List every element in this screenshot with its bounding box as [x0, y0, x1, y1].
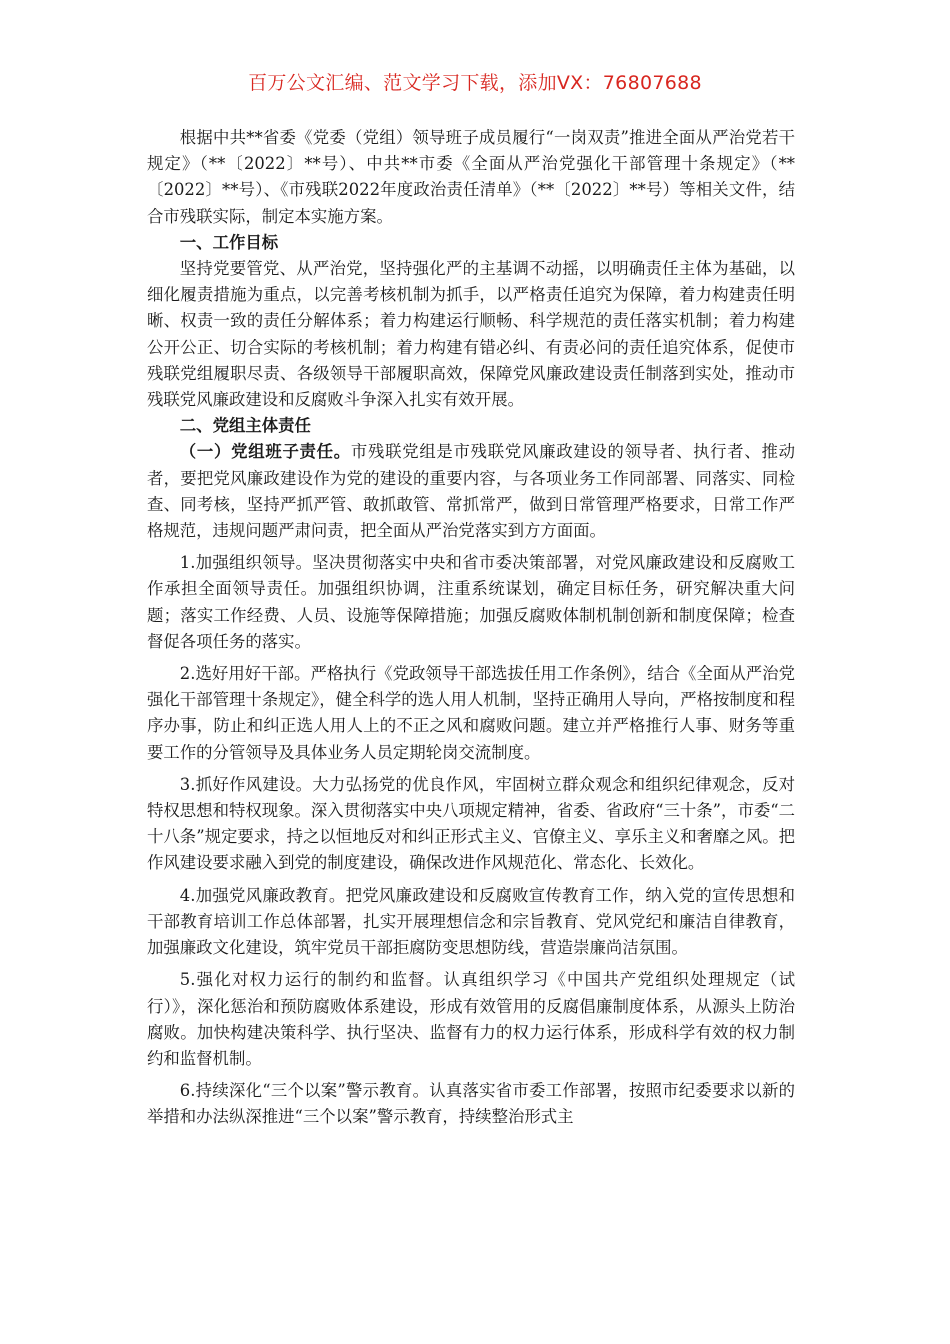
- document-body: [147, 125, 795, 1131]
- list-item-1: 1.加强组织领导。坚决贯彻落实中央和省市委决策部署，对党风廉政建设和反腐败工作承担全面领导责任。加强组织协调，注重系统谋划，确定目标任务，研究解决重大问题；落实工作经费、人员、设施等保障措施；加强反腐败体制机制创新和制度保障；检查督促各项任务的落实。: [147, 553, 795, 651]
- section-heading-responsibility: 二、党组主体责任: [179, 416, 311, 436]
- team-responsibility-lead: （一）党组班子责任。: [179, 442, 351, 462]
- section-heading-goals: 一、工作目标: [179, 232, 279, 252]
- list-item-6: 6.持续深化“三个以案”警示教育。认真落实省市委工作部署，按照市纪委要求以新的举措和办法纵深推进“三个以案”警示教育，持续整治形式主: [147, 1081, 795, 1127]
- team-responsibility-paragraph: [147, 439, 795, 544]
- list-item-4: 4.加强党风廉政教育。把党风廉政建设和反腐败宣传教育工作，纳入党的宣传思想和干部教育培训工作总体部署，扎实开展理想信念和宗旨教育、党风党纪和廉洁自律教育，加强廉政文化建设，筑牢党员干部拒腐防变思想防线，营造崇廉尚洁氛围。: [147, 885, 795, 958]
- list-item-3: 3.抓好作风建设。大力弘扬党的优良作风，牢固树立群众观念和组织纪律观念，反对特权思想和特权现象。深入贯彻落实中央八项规定精神，省委、省政府“三十条”，市委“二十八条”规定要求，持之以恒地反对和纠正形式主义、官僚主义、享乐主义和奢靡之风。把作风建设要求融入到党的制度建设，确保改进作风规范化、常态化、长效化。: [147, 774, 795, 873]
- intro-paragraph: 根据中共**省委《党委（党组）领导班子成员履行“一岗双责”推进全面从严治党若干规定》（**〔2022〕**号）、中共**市委《全面从严治党强化干部管理十条规定》（**〔2022〕**号）、《市残联2022年度政治责任清单》（**〔2022〕**号）等相关文件，结合市残联实际，制定本实施方案。: [147, 128, 795, 226]
- list-item-5: 5.强化对权力运行的制约和监督。认真组织学习《中国共产党组织处理规定（试行）》，深化惩治和预防腐败体系建设，形成有效管用的反腐倡廉制度体系，从源头上防治腐败。加快构建决策科学、执行坚决、监督有力的权力运行体系，形成科学有效的权力制约和监督机制。: [147, 970, 795, 1068]
- list-item-2: 2.选好用好干部。严格执行《党政领导干部选拔任用工作条例》，结合《全面从严治党强化干部管理十条规定》，健全科学的选人用人机制，坚持正确用人导向，严格按制度和程序办事，防止和纠正选人用人上的不正之风和腐败问题。建立并严格推行人事、财务等重要工作的分管领导及具体业务人员定期轮岗交流制度。: [147, 664, 795, 762]
- goals-paragraph: 坚持党要管党、从严治党，坚持强化严的主基调不动摇，以明确责任主体为基础，以细化履责措施为重点，以完善考核机制为抓手，以严格责任追究为保障，着力构建责任明晰、权责一致的责任分解体系；着力构建运行顺畅、科学规范的责任落实机制；着力构建公开公正、切合实际的考核机制；着力构建有错必纠、有责必问的责任追究体系，促使市残联党组履职尽责、各级领导干部履职高效，保障党风廉政建设责任制落到实处，推动市残联党风廉政建设和反腐败斗争深入扎实有效开展。: [147, 259, 795, 410]
- team-responsibility-text: 市残联党组是市残联党风廉政建设的领导者、执行者、推动者，要把党风廉政建设作为党的建设的重要内容，与各项业务工作同部署、同落实、同检查、同考核，坚持严抓严管、敢抓敢管、常抓常严，做到日常管理严格要求，日常工作严格规范，违规问题严肃问责，把全面从严治党落实到方方面面。: [147, 442, 796, 541]
- watermark-header: 百万公文汇编、范文学习下载，添加VX：76807688: [248, 72, 702, 94]
